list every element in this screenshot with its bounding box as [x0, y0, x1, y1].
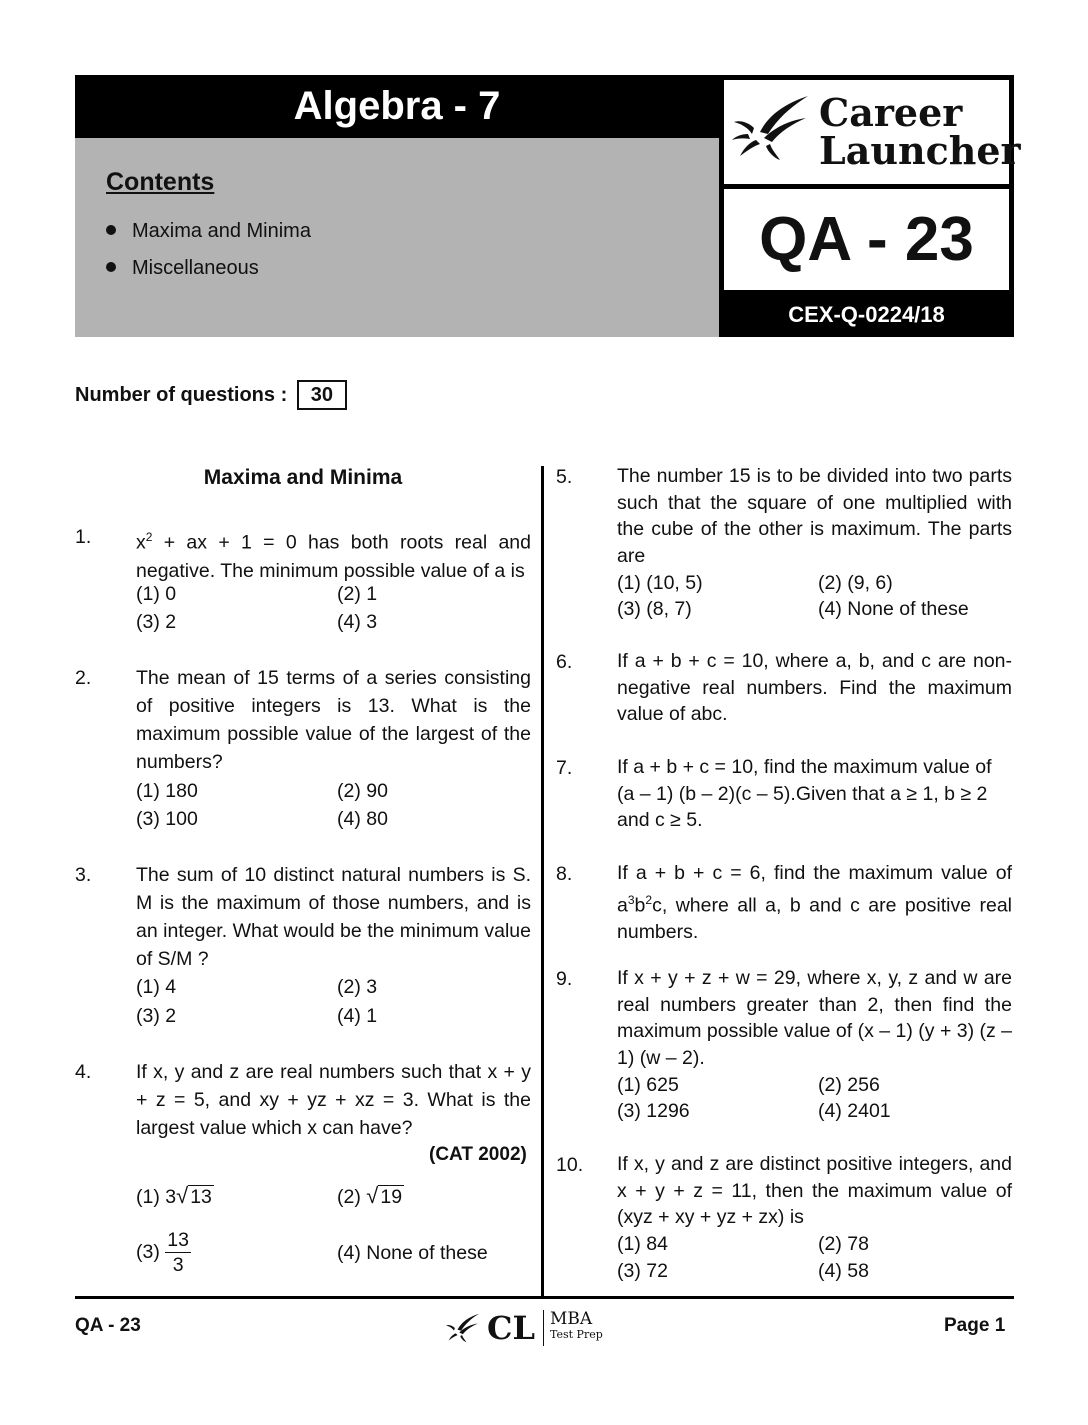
option[interactable]: (3) (8, 7) — [617, 598, 692, 620]
question-7 — [556, 754, 1012, 838]
option[interactable]: (2) 78 — [818, 1233, 869, 1255]
option[interactable]: (2) 3 — [337, 976, 378, 998]
logo-text-launcher: Launcher — [819, 128, 1021, 173]
option[interactable]: (1) 625 — [617, 1074, 679, 1096]
swoosh-logo-icon — [440, 1312, 484, 1344]
question-6 — [556, 648, 1012, 732]
logo-text-career: Career — [819, 90, 963, 135]
question-text: If a + b + c = 10, find the maximum value of (a – 1) (b – 2)(c – 5).Given that a ≥ 1, b ≥ 2 and c ≥ 5. — [617, 756, 992, 831]
question-number: 8. — [556, 863, 573, 885]
bullet-icon — [106, 262, 116, 272]
question-number: 10. — [556, 1154, 584, 1176]
number-of-questions: Number of questions : 30 — [75, 380, 347, 410]
logo-mba-text: MBA — [550, 1309, 593, 1329]
question-source: (CAT 2002) — [429, 1144, 527, 1165]
question-text: The number 15 is to be divided into two parts such that the square of one multiplied with the cube of the other is maximum. The parts are — [617, 465, 1012, 567]
question-text: If a + b + c = 6, find the maximum value of $a^3b^2c$, where all a, b and c are positive real numbers. — [617, 862, 1012, 943]
option[interactable]: (2) √ 19 — [337, 1183, 403, 1208]
question-10 — [556, 1151, 1012, 1235]
option[interactable]: (3) 2 — [136, 611, 177, 633]
option[interactable]: (4) 2401 — [818, 1100, 891, 1122]
question-number: 3. — [75, 864, 92, 886]
question-text: The mean of 15 terms of a series consisting of positive integers is 13. What is the maximum possible value of the largest of the numbers? — [136, 667, 531, 773]
option[interactable]: (1) (10, 5) — [617, 572, 703, 594]
option[interactable]: (2) 90 — [337, 780, 388, 802]
option[interactable]: (4) 80 — [337, 808, 388, 830]
option[interactable]: (2) 256 — [818, 1074, 880, 1096]
question-number: 7. — [556, 757, 573, 779]
bullet-icon — [106, 225, 116, 235]
option[interactable]: (1) 0 — [136, 583, 177, 605]
option[interactable]: (3) 72 — [617, 1260, 668, 1282]
question-text: If a + b + c = 10, where a, b, and c are non-negative real numbers. Find the maximum value of abc. — [617, 650, 1012, 725]
question-2 — [75, 664, 531, 780]
question-number: 6. — [556, 651, 573, 673]
option[interactable]: (4) None of these — [818, 598, 969, 620]
question-8 — [556, 860, 1012, 944]
option[interactable]: (4) 58 — [818, 1260, 869, 1282]
option[interactable]: (2) 1 — [337, 583, 378, 605]
question-number: 2. — [75, 667, 92, 689]
question-4 — [75, 1058, 531, 1148]
option[interactable]: (3) 1296 — [617, 1100, 690, 1122]
footer-module: QA - 23 — [75, 1315, 141, 1336]
question-5 — [556, 463, 1012, 575]
module-code: CEX-Q-0224/18 — [788, 302, 945, 327]
option[interactable]: (3) 100 — [136, 808, 198, 830]
section-title: Maxima and Minima — [203, 466, 403, 489]
question-9 — [556, 965, 1012, 1075]
contents-heading: Contents — [106, 168, 215, 196]
question-number: 1. — [75, 526, 92, 548]
footer-rule — [75, 1296, 1014, 1299]
option[interactable]: (3) $\frac{13}{3}$ — [136, 1229, 189, 1276]
option[interactable]: (2) (9, 6) — [818, 572, 893, 594]
question-text: $x^2$ + ax + 1 = 0 has both roots real and negative. The minimum possible value of a is — [136, 530, 531, 582]
option[interactable]: (1) 84 — [617, 1233, 668, 1255]
question-text: If x, y and z are distinct positive integers, and x + y + z = 11, then the maximum value of (xyz + xy + yz + zx) is — [617, 1153, 1012, 1228]
question-text: The sum of 10 distinct natural numbers is S. M is the maximum of those numbers, and is an integer. What would be the minimum value of S/M ? — [136, 864, 531, 970]
module-number: QA - 23 — [724, 189, 1009, 290]
fraction: $\frac{13}{3}$ — [167, 1229, 189, 1276]
question-number: 9. — [556, 968, 573, 990]
swoosh-logo-icon — [730, 92, 810, 164]
option[interactable]: (3) 2 — [136, 1005, 177, 1027]
question-text: If x + y + z + w = 29, where x, y, z and w are real numbers greater than 2, then find the maximum possible value of (x – 1) (y + 3) (z – 1) (w – 2). — [617, 967, 1013, 1069]
career-launcher-logo — [724, 80, 1021, 184]
question-number: 5. — [556, 466, 573, 488]
page-title: Algebra - 7 — [75, 75, 719, 138]
contents-item: Miscellaneous — [106, 257, 259, 280]
logo-divider — [543, 1310, 544, 1346]
option[interactable]: (4) None of these — [337, 1242, 488, 1264]
question-3 — [75, 861, 531, 977]
column-divider — [541, 466, 544, 1296]
option[interactable]: (4) 1 — [337, 1005, 378, 1027]
option[interactable]: (4) 3 — [337, 611, 378, 633]
option[interactable]: (1) 3√ 13 — [136, 1183, 212, 1208]
option[interactable]: (1) 180 — [136, 780, 198, 802]
question-count-box: 30 — [297, 380, 347, 410]
contents-item: Maxima and Minima — [106, 220, 311, 243]
footer-logo — [440, 1308, 620, 1348]
logo-testprep-text: Test Prep — [550, 1328, 603, 1341]
option[interactable]: (1) 4 — [136, 976, 177, 998]
page-number: Page 1 — [944, 1315, 1006, 1336]
question-text: If x, y and z are real numbers such that x + y + z = 5, and xy + yz + xz = 3. What is the largest value which x can have? — [136, 1061, 531, 1139]
question-number: 4. — [75, 1061, 92, 1083]
logo-cl-text: CL — [487, 1309, 535, 1347]
